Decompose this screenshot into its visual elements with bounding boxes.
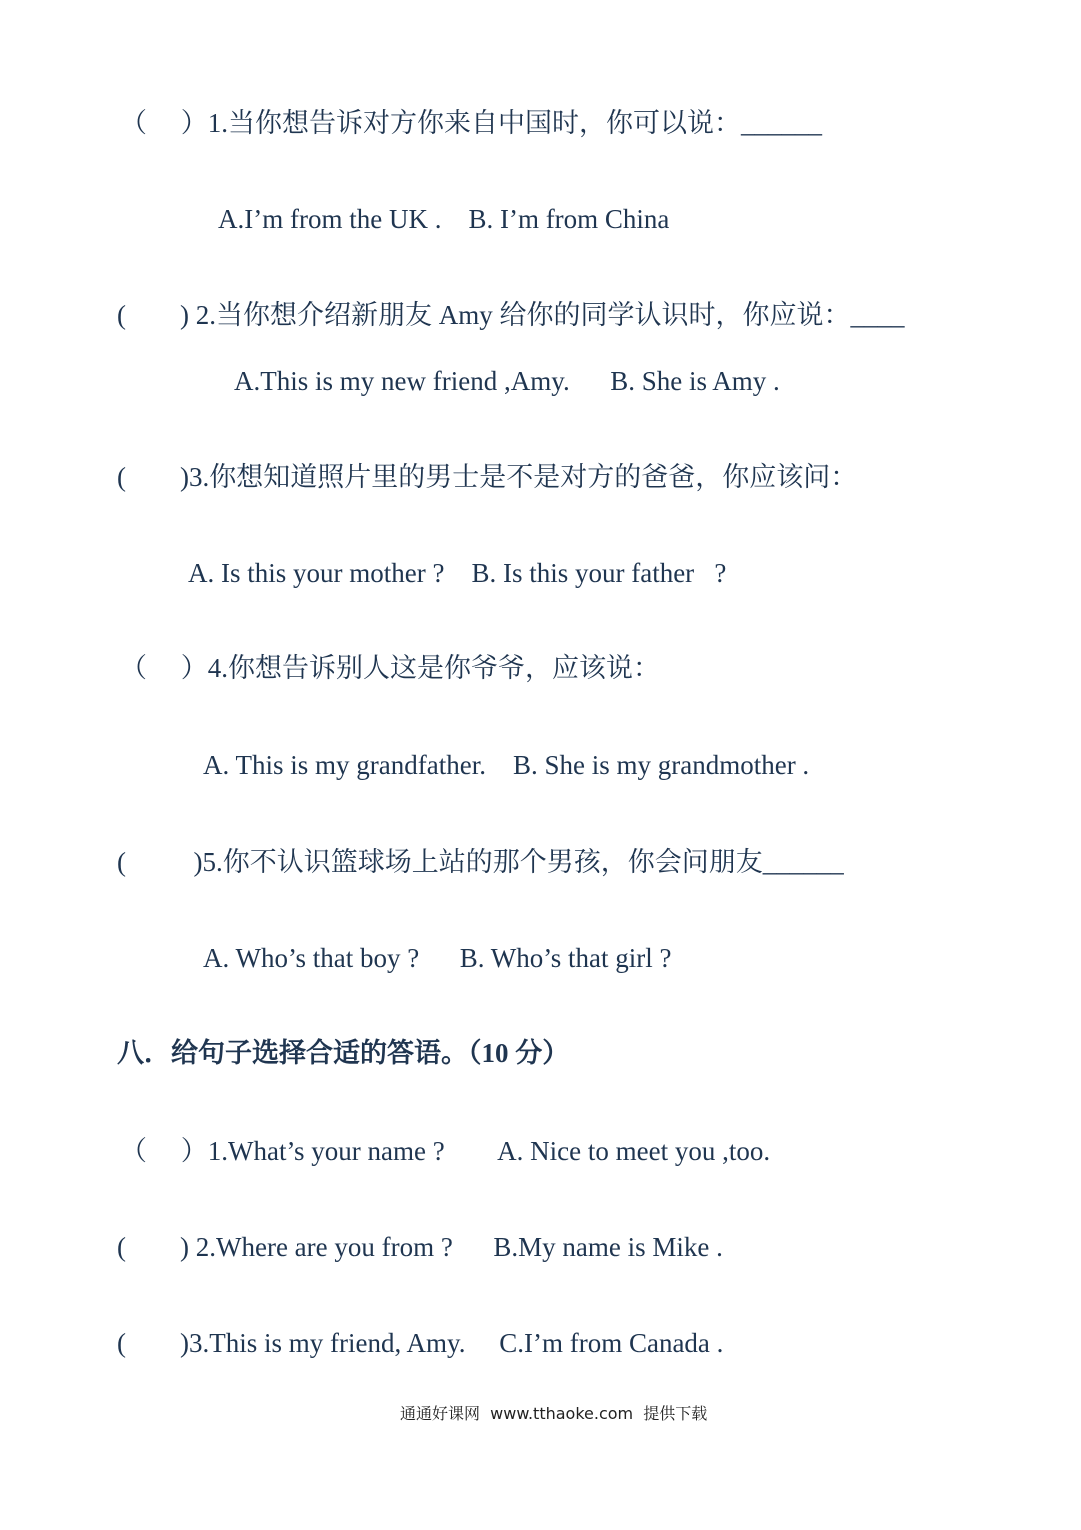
question-5-options: A. Who’s that boy ? B. Who’s that girl ? bbox=[203, 943, 672, 973]
question-3: ( )3.你想知道照片里的男士是不是对方的爸爸，你应该问： bbox=[117, 462, 858, 492]
question-2: ( ) 2.当你想介绍新朋友 Amy 给你的同学认识时，你应说：____ bbox=[117, 300, 905, 330]
match-item-2: ( ) 2.Where are you from ? B.My name is Mike . bbox=[117, 1232, 723, 1262]
question-3-options: A. Is this your mother ? B. Is this your father ? bbox=[188, 558, 727, 588]
question-1-options: A.I’m from the UK . B. I’m from China bbox=[218, 204, 670, 234]
question-4: （ ）4.你想告诉别人这是你爷爷，应该说： bbox=[120, 653, 660, 683]
section-8-heading: 八．给句子选择合适的答语。（10 分） bbox=[117, 1038, 570, 1068]
question-2-options: A.This is my new friend ,Amy. B. She is Amy . bbox=[234, 366, 780, 396]
question-1: （ ）1.当你想告诉对方你来自中国时，你可以说：______ bbox=[120, 108, 822, 138]
match-item-1: （ ）1.What’s your name ? A. Nice to meet you ,too. bbox=[120, 1136, 771, 1166]
question-4-options: A. This is my grandfather. B. She is my grandmother . bbox=[203, 750, 810, 780]
page-footer: 通通好课网 www.tthaoke.com 提供下载 bbox=[400, 1404, 708, 1423]
question-5: ( )5.你不认识篮球场上站的那个男孩，你会问朋友______ bbox=[117, 847, 844, 877]
match-item-3: ( )3.This is my friend, Amy. C.I’m from Canada . bbox=[117, 1328, 724, 1358]
